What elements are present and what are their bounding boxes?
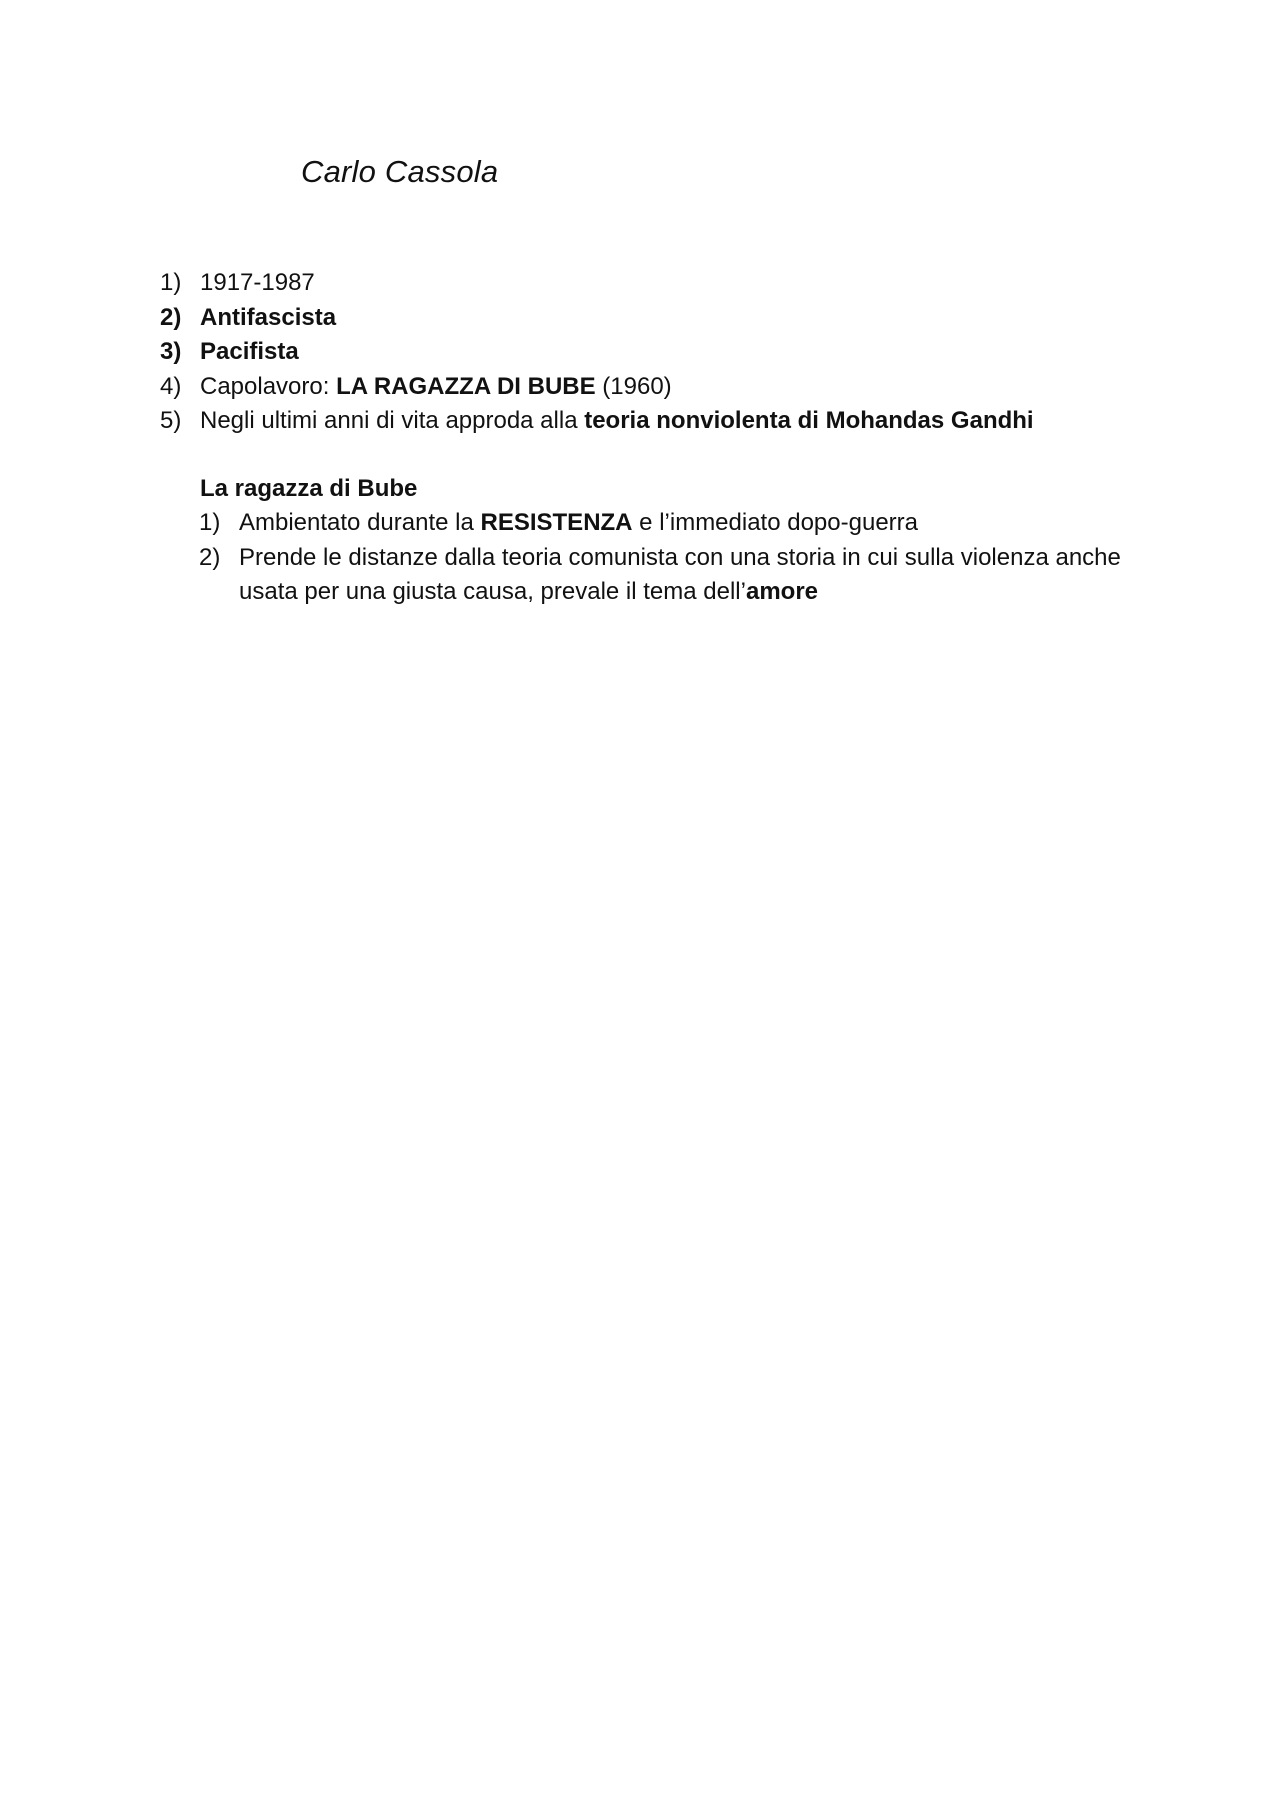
list-text: Antifascista <box>200 303 337 331</box>
love-text: amore <box>745 578 819 605</box>
list-line-1: Prende le distanze dalla teoria comunista con una storia in cui sulla violenza anche <box>239 543 1121 571</box>
work-title: LA RAGAZZA DI BUBE <box>336 372 596 400</box>
main-list-item-4 <box>160 370 1034 405</box>
resistance-text: RESISTENZA <box>480 509 633 536</box>
list-text: Pacifista <box>200 338 299 365</box>
section-list <box>199 506 1121 610</box>
list-number: 2) <box>199 543 221 571</box>
main-list <box>160 266 1034 439</box>
section-list-item-1 <box>199 506 1121 541</box>
list-prefix: Negli ultimi anni di vita approda alla <box>200 407 585 434</box>
main-list-item-2 <box>160 301 1034 336</box>
section-title: La ragazza di Bube <box>200 475 418 502</box>
list-text: 1917-1987 <box>200 269 315 296</box>
list-number: 5) <box>160 407 182 434</box>
section-list-item-2 <box>199 541 1121 610</box>
main-list-item-1 <box>160 266 1034 301</box>
list-line-2 <box>239 575 1121 610</box>
list-number: 1) <box>160 269 182 296</box>
list-line-2-prefix: usata per una giusta causa, prevale il tema dell’ <box>239 578 746 605</box>
document-title: Carlo Cassola <box>301 154 499 189</box>
list-number: 4) <box>160 372 182 400</box>
main-list-item-5 <box>160 404 1034 439</box>
list-number: 1) <box>199 509 221 536</box>
list-prefix: Capolavoro: <box>200 372 337 400</box>
main-list-item-3 <box>160 335 1034 370</box>
list-suffix: (1960) <box>595 372 672 400</box>
list-number: 2) <box>160 303 182 331</box>
list-prefix: Ambientato durante la <box>239 509 481 536</box>
gandhi-theory: teoria nonviolenta di Mohandas Gandhi <box>584 407 1034 434</box>
list-suffix: e l’immediato dopo-guerra <box>632 509 918 536</box>
list-number: 3) <box>160 338 182 365</box>
